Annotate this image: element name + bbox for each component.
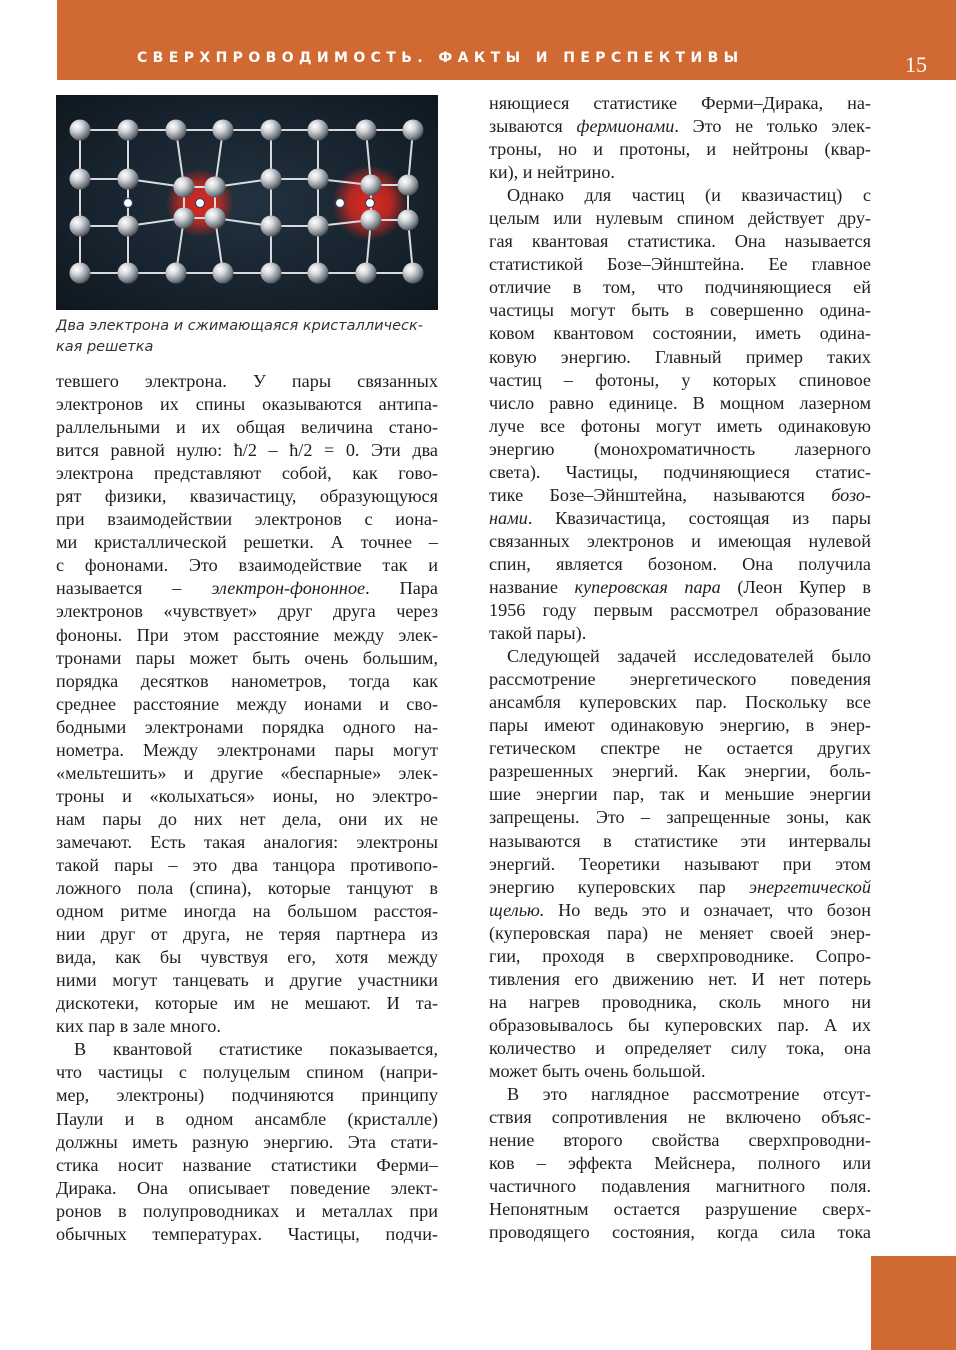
lattice-ion <box>70 216 91 237</box>
text-line <box>56 808 438 831</box>
text-line <box>56 1061 438 1084</box>
text-segment: ковом квантовом состоянии, иметь одина- <box>489 323 871 344</box>
text-line <box>489 968 871 991</box>
text-segment: Дирака. Она описывает поведение элект- <box>56 1177 438 1198</box>
text-line <box>489 1198 871 1221</box>
text-line <box>56 946 438 969</box>
text-line <box>56 1015 438 1038</box>
text-line <box>489 760 871 783</box>
lattice-ion <box>70 120 91 141</box>
lattice-ion <box>118 216 139 237</box>
text-segment: «мельтешить» и другие «беспарные» элек- <box>56 762 438 783</box>
running-title: СВЕРХПРОВОДИМОСТЬ. ФАКТЫ И ПЕРСПЕКТИВЫ <box>137 50 744 66</box>
text-line <box>489 461 871 484</box>
text-line <box>56 670 438 693</box>
text-line <box>489 507 871 530</box>
lattice-ion <box>205 177 226 198</box>
text-line <box>56 577 438 600</box>
text-line <box>489 991 871 1014</box>
text-segment: ков – эффекта Мейснера, полного или <box>489 1153 871 1174</box>
text-line <box>56 1038 438 1061</box>
lattice-ion <box>308 216 329 237</box>
lattice-ion <box>308 263 329 284</box>
lattice-ion <box>213 120 234 141</box>
text-segment: частиц – фотоны, у которых спиновое <box>489 369 871 390</box>
text-line <box>489 1152 871 1175</box>
text-segment: количество и определяет силу тока, она <box>489 1037 871 1058</box>
text-segment: тронами пары может быть очень большим, <box>56 647 438 668</box>
text-line <box>489 161 871 184</box>
text-segment: Следующей задачей исследователей было <box>507 646 871 667</box>
text-segment: электрона представляют собой, как гово- <box>56 463 438 484</box>
text-line <box>56 1223 438 1246</box>
text-line <box>489 1083 871 1106</box>
text-line <box>56 1108 438 1131</box>
text-line <box>56 439 438 462</box>
text-line <box>489 1060 871 1083</box>
text-line <box>489 1037 871 1060</box>
text-segment: гии, проходя в сверхпроводнике. Сопро- <box>489 945 871 966</box>
lattice-ion <box>118 169 139 190</box>
lattice-ion <box>398 175 419 196</box>
text-segment: . Это не только элек- <box>674 116 871 137</box>
text-segment: ронов в полупроводниках и металлах при <box>56 1200 438 1221</box>
lattice-ion <box>361 175 382 196</box>
text-segment: троны, но и протоны, и нейтроны (квар- <box>489 139 871 160</box>
text-line <box>489 876 871 899</box>
text-line <box>489 115 871 138</box>
text-line <box>489 737 871 760</box>
lattice-ion <box>174 177 195 198</box>
text-segment: название <box>489 576 575 597</box>
text-segment: шие энергии пар, так и меньшие энергии <box>489 784 871 805</box>
text-line <box>56 1084 438 1107</box>
lattice-ion <box>213 263 234 284</box>
lattice-figure <box>56 95 438 310</box>
text-segment: (Леон Купер в <box>720 576 871 597</box>
text-segment: нение второго свойства сверхпроводни- <box>489 1130 871 1151</box>
emphasized-term: куперовская пара <box>574 576 721 597</box>
lattice-ion <box>356 120 377 141</box>
text-line <box>489 553 871 576</box>
text-line <box>489 484 871 507</box>
text-segment: при взаимодействии электронов с иона- <box>56 509 438 530</box>
text-segment: луче все фотоны могут иметь одинаковую <box>489 415 871 436</box>
page-number: 15 <box>905 52 927 77</box>
text-segment: такой пары). <box>489 623 587 644</box>
text-segment: называются в статистике эти интервалы <box>489 830 871 851</box>
text-segment: троны и «колыхаться» ионы, но электро- <box>56 785 438 806</box>
electron-dot <box>336 199 345 208</box>
text-segment: нии друг от друга, не теряя партнера из <box>56 924 438 945</box>
text-segment: Однако для частиц (и квазичастиц) с <box>507 185 871 206</box>
text-segment: проводящего состояния, когда сила тока <box>489 1222 871 1243</box>
text-segment: ковую энергию. Главный пример таких <box>489 346 871 367</box>
text-segment: мер, электроны) подчиняются принципу <box>56 1085 438 1106</box>
lattice-ion <box>70 263 91 284</box>
text-line <box>489 853 871 876</box>
text-segment: рят физики, квазичастицу, образующуюся <box>56 486 438 507</box>
text-line <box>489 830 871 853</box>
text-segment: связанных электронов и имеющая нулевой <box>489 530 871 551</box>
text-segment: 1956 году первым рассмотрел образование <box>489 600 871 621</box>
text-line <box>489 622 871 645</box>
text-line <box>56 923 438 946</box>
text-line <box>56 370 438 393</box>
lattice-ion <box>361 210 382 231</box>
text-segment: отличие в том, что подчиняющиеся ей <box>489 277 871 298</box>
text-line <box>489 92 871 115</box>
text-segment: стика носит название статистики Ферми– <box>56 1154 438 1175</box>
text-segment: бодными электронами порядка одного на- <box>56 716 438 737</box>
text-line <box>489 1106 871 1129</box>
text-line <box>489 783 871 806</box>
text-line <box>489 691 871 714</box>
text-line <box>489 899 871 922</box>
text-segment: Паули и в одном ансамбле (кристалле) <box>56 1108 438 1129</box>
text-segment: В это наглядное рассмотрение отсут- <box>507 1084 871 1105</box>
text-segment: замечают. Есть такая аналогия: электроны <box>56 831 438 852</box>
emphasized-term: щелью. <box>489 899 545 920</box>
text-line <box>56 647 438 670</box>
text-segment: разрешенных энергий. Как энергии, боль- <box>489 761 871 782</box>
text-segment: обычных температурах. Частицы, подчи- <box>56 1223 438 1244</box>
text-line <box>56 508 438 531</box>
left-text-column <box>56 370 438 1246</box>
text-segment: фононы. При этом расстояние между элек- <box>56 624 438 645</box>
text-line <box>56 900 438 923</box>
text-segment: ложного пола (спина), которые танцуют в <box>56 878 438 899</box>
text-segment: запрещены. Это – запрещенные зоны, как <box>489 807 871 828</box>
text-segment: тивления его движению нет. И нет потерь <box>489 968 871 989</box>
lattice-ion <box>403 120 424 141</box>
text-segment: энергию (монохроматичность лазерного <box>489 438 871 459</box>
right-text-column <box>489 92 871 1244</box>
lattice-ion <box>356 263 377 284</box>
text-line <box>56 554 438 577</box>
text-line <box>56 624 438 647</box>
text-line <box>489 415 871 438</box>
figure-caption <box>56 316 456 358</box>
text-segment: няющиеся статистике Ферми–Дирака, на- <box>489 93 871 113</box>
text-line <box>489 945 871 968</box>
text-segment: зываются <box>489 116 577 137</box>
emphasized-term: фермионами <box>576 116 675 137</box>
lattice-ion <box>166 263 187 284</box>
text-line <box>56 393 438 416</box>
text-segment: гая квантовая статистика. Она называется <box>489 231 871 252</box>
corner-tab <box>871 1256 956 1350</box>
text-segment: что частицы с полуцелым спином (напри- <box>56 1062 438 1083</box>
text-line <box>56 762 438 785</box>
electron-dot <box>366 199 375 208</box>
text-segment: нометра. Между электронами пары могут <box>56 739 438 760</box>
lattice-ion <box>308 169 329 190</box>
text-line <box>56 416 438 439</box>
text-segment: образовывалось бы куперовских пар. А их <box>489 1014 871 1035</box>
text-line <box>56 716 438 739</box>
text-line <box>56 1177 438 1200</box>
text-segment: энергию куперовских пар <box>489 876 750 897</box>
text-segment: раллельными и их общая величина стано- <box>56 417 438 438</box>
text-line <box>489 1014 871 1037</box>
text-line <box>56 485 438 508</box>
text-segment: тике Бозе–Эйнштейна, называются <box>489 484 832 505</box>
text-line <box>56 785 438 808</box>
text-segment: света). Частицы, подчиняющиеся статис- <box>489 461 871 482</box>
text-segment: частицы могут быть в совершенно одина- <box>489 300 871 321</box>
text-segment: одном ритме иногда на большом расстоя- <box>56 901 438 922</box>
lattice-ion <box>308 120 329 141</box>
text-segment: ансамбля куперовских пар. Поскольку все <box>489 692 871 713</box>
text-segment: ми кристаллической решетки. А точнее – <box>56 532 438 553</box>
text-line <box>489 299 871 322</box>
text-segment: ки), и нейтрино. <box>489 162 615 183</box>
text-line <box>489 806 871 829</box>
text-line <box>56 877 438 900</box>
lattice-ion <box>261 120 282 141</box>
text-segment: среднее расстояние между ионами и сво- <box>56 693 438 714</box>
text-line <box>489 530 871 553</box>
caption-line-2: кая решетка <box>56 339 154 355</box>
text-line <box>489 253 871 276</box>
text-line <box>489 645 871 668</box>
text-line <box>56 1200 438 1223</box>
text-line <box>489 1129 871 1152</box>
text-line <box>56 693 438 716</box>
text-segment: ких пар в зале много. <box>56 1016 221 1037</box>
running-header <box>57 0 956 80</box>
text-line <box>56 992 438 1015</box>
text-segment: дискотеки, которые им не мешают. И та- <box>56 993 438 1014</box>
text-line <box>489 392 871 415</box>
text-segment: число равно единице. В мощном лазерном <box>489 392 871 413</box>
text-line <box>489 369 871 392</box>
text-line <box>489 138 871 161</box>
text-segment: на нагрев проводника, сколь много ни <box>489 991 871 1012</box>
text-line <box>489 599 871 622</box>
emphasized-term: электрон-фононное <box>211 578 366 599</box>
lattice-ion <box>166 120 187 141</box>
emphasized-term: нами <box>489 507 528 528</box>
lattice-ion <box>205 208 226 229</box>
text-segment: Но ведь это и означает, что бозон <box>544 899 871 920</box>
text-line <box>489 1221 871 1244</box>
text-line <box>56 969 438 992</box>
electron-dot <box>124 199 133 208</box>
text-segment: электронов «чувствует» друг друга через <box>56 601 438 622</box>
text-line <box>489 322 871 345</box>
text-line <box>56 462 438 485</box>
text-line <box>56 1131 438 1154</box>
text-line <box>489 714 871 737</box>
text-segment: целым или нулевым спином действует дру- <box>489 208 871 229</box>
text-segment: (куперовская пара) не меняет своей энер- <box>489 922 871 943</box>
lattice-ion <box>118 120 139 141</box>
text-line <box>489 922 871 945</box>
lattice-ion <box>118 263 139 284</box>
text-segment: энергий. Теоретики называют при этом <box>489 853 871 874</box>
text-line <box>489 276 871 299</box>
text-segment: должны иметь разную энергию. Эта стати- <box>56 1131 438 1152</box>
text-line <box>56 600 438 623</box>
lattice-ion <box>261 263 282 284</box>
text-line <box>56 854 438 877</box>
text-line <box>489 668 871 691</box>
text-segment: электронов их спины оказываются антипа- <box>56 394 438 415</box>
text-line <box>489 230 871 253</box>
text-segment: частичного подавления магнитного поля. <box>489 1176 871 1197</box>
text-segment: тевшего электрона. У пары связанных <box>56 371 438 391</box>
text-line <box>56 739 438 762</box>
emphasized-term: бозо- <box>831 484 871 505</box>
text-segment: пары имеют одинаковую энергию, в энер- <box>489 715 871 736</box>
text-segment: порядка десятков нанометров, тогда как <box>56 670 438 691</box>
text-line <box>489 576 871 599</box>
text-line <box>489 184 871 207</box>
text-segment: вида, как бы чувствуя его, хотя между <box>56 947 438 968</box>
text-segment: . Квазичастица, состоящая из пары <box>527 507 871 528</box>
text-line <box>489 1175 871 1198</box>
text-line <box>56 1154 438 1177</box>
text-line <box>489 346 871 369</box>
text-segment: ними могут танцевать и другие участники <box>56 970 438 991</box>
text-segment: статистикой Бозе–Эйнштейна. Ее главное <box>489 254 871 275</box>
lattice-ion <box>70 169 91 190</box>
emphasized-term: энергетической <box>749 876 871 897</box>
text-line <box>56 531 438 554</box>
caption-line-1: Два электрона и сжимающаяся кристаллическ- <box>56 318 423 334</box>
text-line <box>56 831 438 854</box>
text-line <box>489 207 871 230</box>
text-segment: с фононами. Это взаимодействие так и <box>56 555 438 576</box>
lattice-illustration <box>56 95 438 310</box>
text-segment: вится равной нулю: ħ/2 – ħ/2 = 0. Эти два <box>56 440 438 461</box>
text-segment: ствия сопротивления не включено объяс- <box>489 1107 871 1128</box>
lattice-ion <box>261 216 282 237</box>
text-segment: рассмотрение энергетического поведения <box>489 669 871 690</box>
lattice-ion <box>398 210 419 231</box>
text-segment: спин, является бозоном. Она получила <box>489 553 871 574</box>
text-segment: гетическом спектре не остается других <box>489 738 871 759</box>
text-segment: такой пары – это два танцора противопо- <box>56 854 438 875</box>
text-line <box>489 438 871 461</box>
lattice-ion <box>403 263 424 284</box>
text-segment: . Пара <box>365 578 439 599</box>
text-segment: может быть очень большой. <box>489 1060 706 1081</box>
text-segment: В квантовой статистике показывается, <box>74 1039 438 1060</box>
lattice-ion <box>261 169 282 190</box>
text-segment: нам пары до них нет дела, они их не <box>56 808 438 829</box>
text-segment: называется – <box>56 578 212 599</box>
text-segment: Непонятным остается разрушение сверх- <box>489 1199 871 1220</box>
electron-dot <box>196 199 205 208</box>
lattice-ion <box>174 208 195 229</box>
